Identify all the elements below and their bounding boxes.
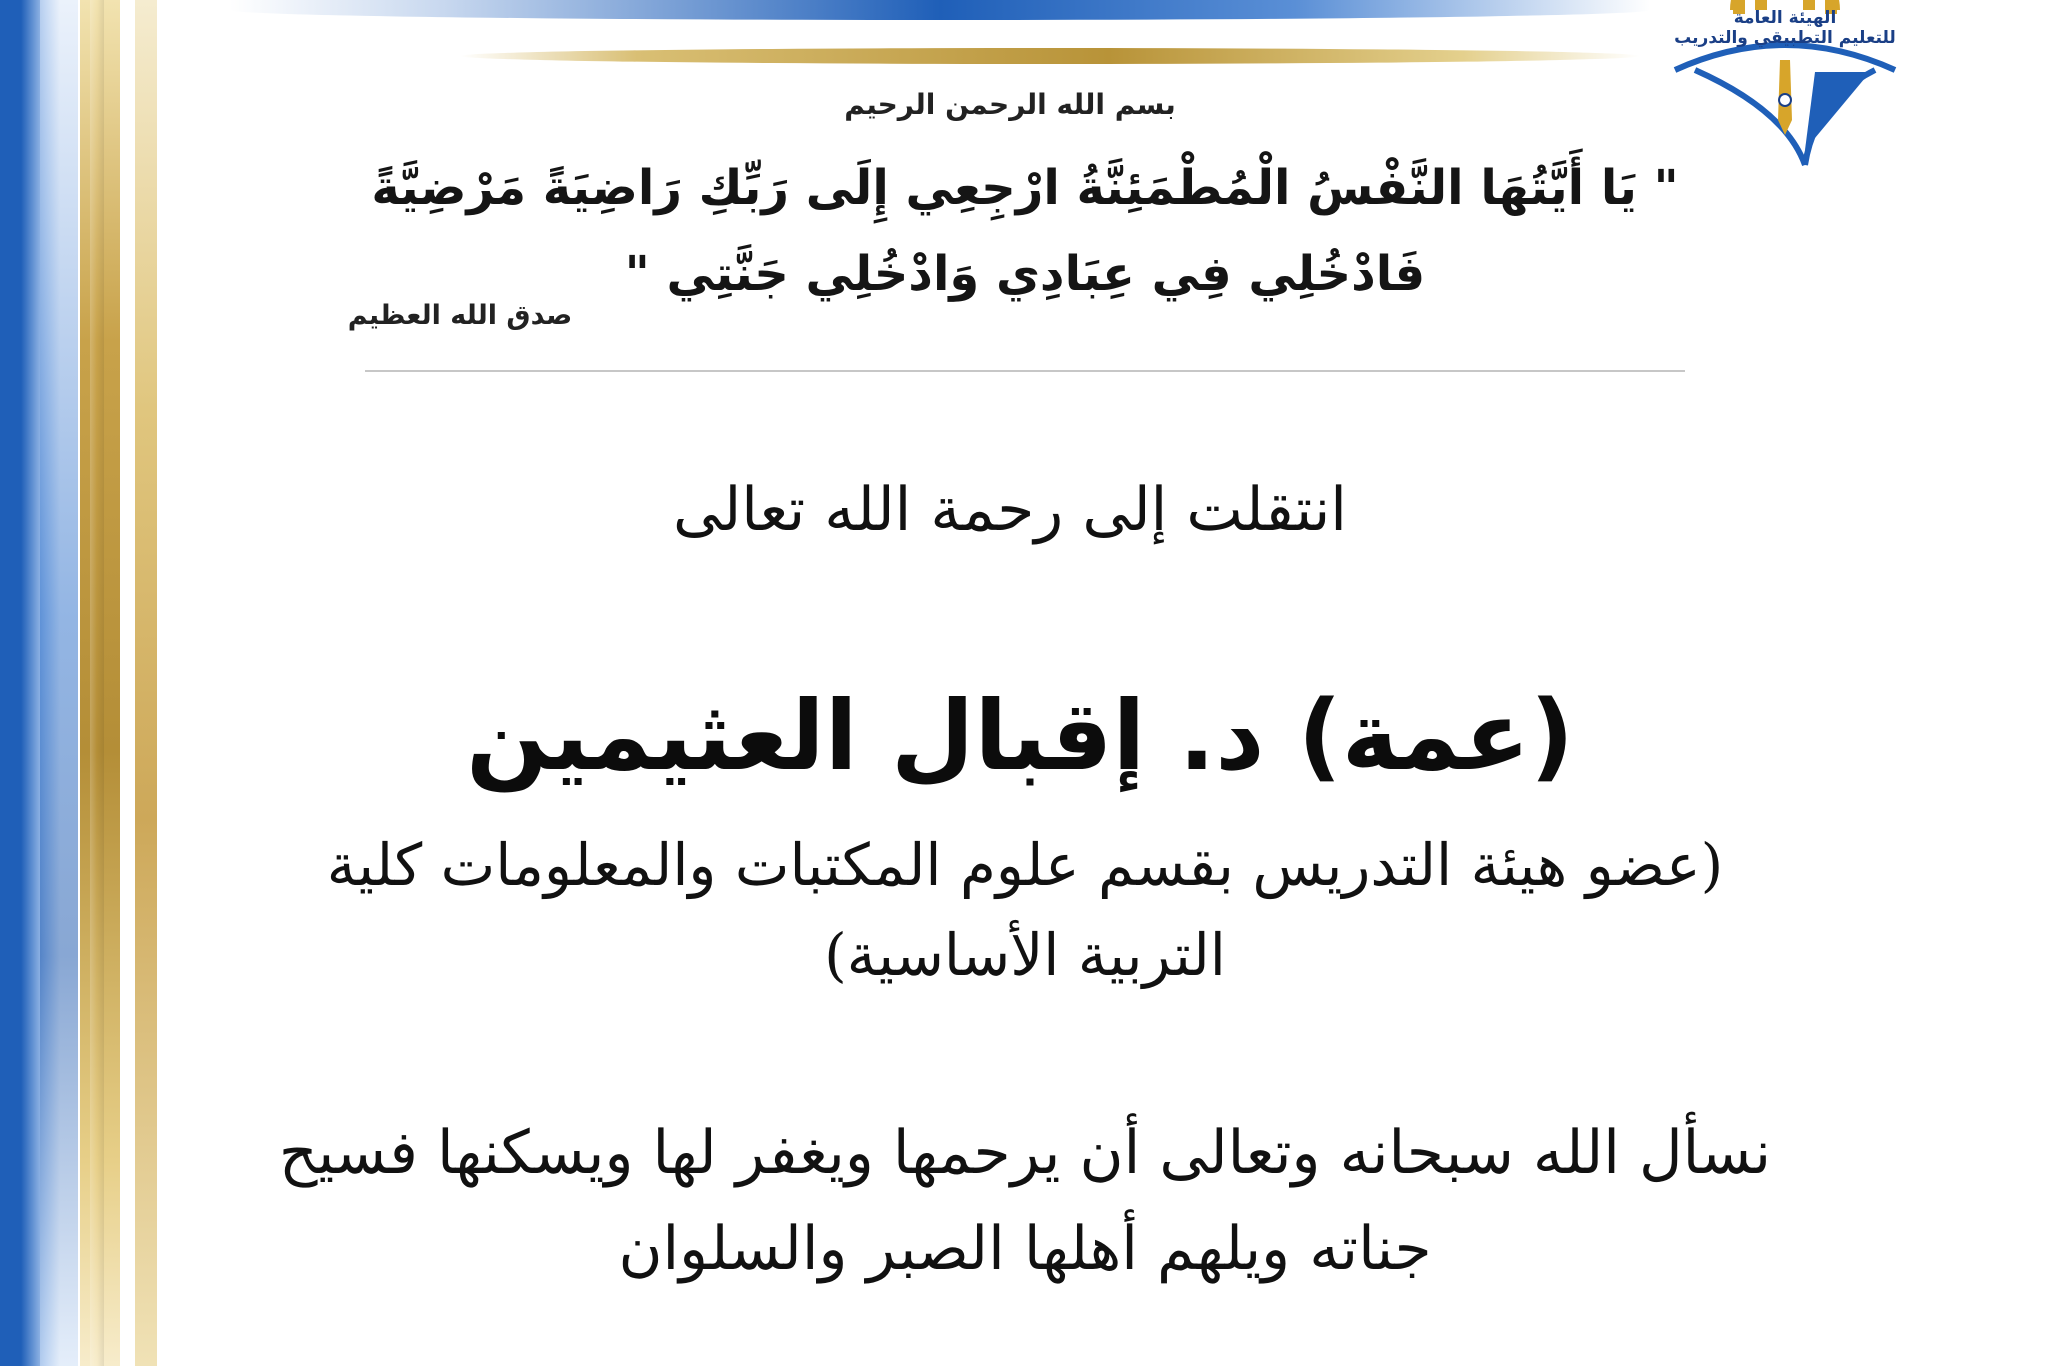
prayer-line-1: نسأل الله سبحانه وتعالى أن يرحمها ويغفر لها ويسكنها فسيح [278, 1118, 1772, 1188]
verse-line-2: فَادْخُلِي فِي عِبَادِي وَادْخُلِي جَنَّتِي " [624, 246, 1426, 302]
deceased-position [230, 820, 1820, 1000]
top-gold-stripe [460, 48, 1640, 64]
left-blue-accent-band [40, 0, 78, 1366]
deceased-name: (عمة) د. إقبال العثيمين [466, 680, 1574, 792]
header-divider [365, 370, 1685, 372]
logo-line-2: للتعليم التطبيقي والتدريب [1674, 28, 1896, 48]
sadaq-text: صدق الله العظيم [347, 300, 573, 331]
left-gold-band [80, 0, 120, 1366]
position-line-2: التربية الأساسية) [824, 921, 1226, 989]
basmala: بسم الله الرحمن الرحيم [844, 88, 1176, 121]
logo-line-1: الهيئة العامة [1733, 8, 1837, 28]
passed-away-text: انتقلت إلى رحمة الله تعالى [673, 475, 1347, 545]
verse-line-1: " يَا أَيَّتُهَا النَّفْسُ الْمُطْمَئِنَّةُ ارْجِعِي إِلَى رَبِّكِ رَاضِيَةً مَرْضِيَّةً [371, 160, 1679, 216]
left-gold-thin-band [135, 0, 157, 1366]
top-blue-stripe [230, 0, 1650, 20]
logo-text [1655, 8, 1915, 48]
quran-verse [300, 145, 1750, 317]
position-line-1: (عضو هيئة التدريس بقسم علوم المكتبات والمعلومات كلية [326, 831, 1724, 899]
prayer-line-2: جناته ويلهم أهلها الصبر والسلوان [618, 1214, 1432, 1284]
prayer-text [200, 1105, 1850, 1297]
